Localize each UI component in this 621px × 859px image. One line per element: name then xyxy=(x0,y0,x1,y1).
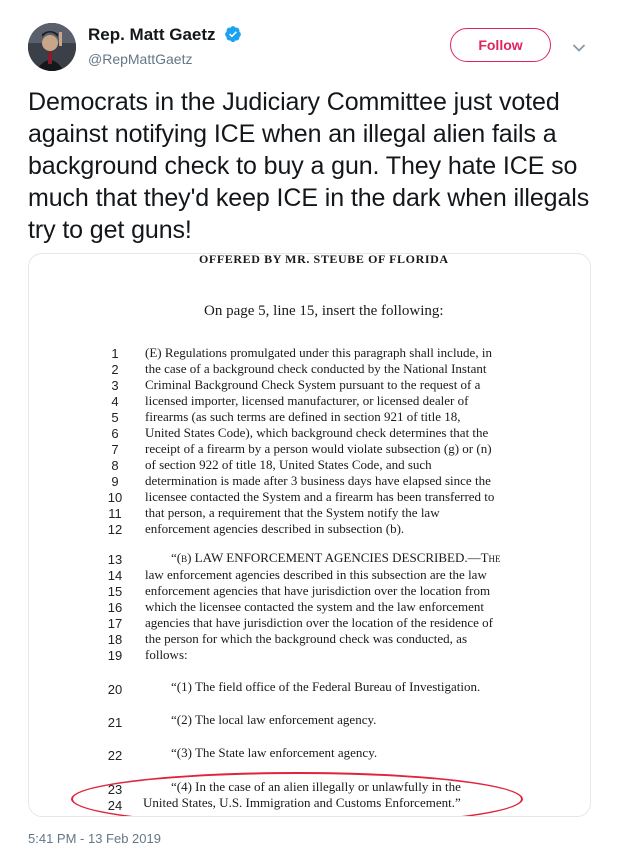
follow-button[interactable]: Follow xyxy=(450,28,551,62)
document-header: OFFERED BY MR. STEUBE OF FLORIDA xyxy=(199,254,449,263)
line-number: 6 xyxy=(111,426,119,441)
document-line: (E) Regulations promulgated under this paragraph shall include, in xyxy=(145,345,492,360)
line-number: 2 xyxy=(111,362,119,377)
avatar[interactable] xyxy=(28,23,76,71)
line-number: 11 xyxy=(108,506,122,521)
document-line: the case of a background check conducted by the National Instant xyxy=(145,361,487,376)
line-number: 23 xyxy=(107,782,123,797)
document-line: Criminal Background Check System pursuant to the request of a xyxy=(145,377,481,392)
line-number: 21 xyxy=(107,715,123,730)
document-line: the person for which the background check was conducted, as xyxy=(145,631,467,646)
document-line: “(1) The field office of the Federal Bureau of Investigation. xyxy=(171,679,481,694)
document-line: “(4) In the case of an alien illegally or unlawfully in the xyxy=(171,779,461,794)
document-line: receipt of a firearm by a person would violate subsection (g) or (n) xyxy=(145,441,492,456)
document-line: licensee contacted the System and a firearm has been transferred to xyxy=(145,489,495,504)
document-line: law enforcement agencies described in this subsection are the law xyxy=(145,567,487,582)
document-line: enforcement agencies described in subsection (b). xyxy=(145,521,405,536)
tweet-text: Democrats in the Judiciary Committee just voted against notifying ICE when an illegal alien fails a background check to buy a gun. They hate ICE so much that they'd keep ICE in the dark when illegals try to get guns! xyxy=(28,88,590,244)
line-number: 8 xyxy=(111,458,119,473)
document-instruction: On page 5, line 15, insert the following: xyxy=(204,303,444,319)
document-line: agencies that have jurisdiction over the location of the residence of xyxy=(145,615,493,630)
author-name-row[interactable] xyxy=(88,25,242,48)
author-display-name[interactable]: Rep. Matt Gaetz xyxy=(88,25,216,44)
line-number: 17 xyxy=(107,616,123,631)
line-number: 22 xyxy=(107,748,123,763)
highlight-oval xyxy=(71,772,523,817)
line-number: 20 xyxy=(107,682,123,697)
document-line: “(2) The local law enforcement agency. xyxy=(171,712,377,727)
line-number: 24 xyxy=(107,798,123,813)
verified-badge-icon xyxy=(224,25,242,48)
line-number: 7 xyxy=(111,442,119,457)
document-line: of section 922 of title 18, United States Code, and such xyxy=(145,457,432,472)
tweet-timestamp[interactable]: 5:41 PM - 13 Feb 2019 xyxy=(28,831,161,846)
line-number: 13 xyxy=(107,552,123,567)
line-number: 5 xyxy=(111,410,119,425)
document-line: “(3) The State law enforcement agency. xyxy=(171,745,378,760)
author-handle[interactable]: @RepMattGaetz xyxy=(88,51,193,67)
line-number: 3 xyxy=(111,378,119,393)
document-line: enforcement agencies that have jurisdiction over the location from xyxy=(145,583,491,598)
line-number: 18 xyxy=(107,632,123,647)
avatar-photo xyxy=(28,23,76,71)
document-line: that person, a requirement that the System notify the law xyxy=(145,505,440,520)
line-number: 1 xyxy=(111,346,119,361)
line-number: 12 xyxy=(107,522,123,537)
document-line: determination is made after 3 business days have elapsed since the xyxy=(145,473,491,488)
document-line: United States, U.S. Immigration and Customs Enforcement.” xyxy=(143,795,461,810)
chevron-down-icon[interactable] xyxy=(572,40,586,58)
document-line: “(b) LAW ENFORCEMENT AGENCIES DESCRIBED.—The xyxy=(171,550,501,565)
line-number: 4 xyxy=(111,394,119,409)
document-line: follows: xyxy=(145,647,188,662)
line-number: 16 xyxy=(107,600,123,615)
line-number: 14 xyxy=(107,568,123,583)
line-number: 9 xyxy=(111,474,119,489)
document-line: firearms (as such terms are defined in section 921 of title 18, xyxy=(145,409,461,424)
document-line: which the licensee contacted the system and the law enforcement xyxy=(145,599,484,614)
line-number: 15 xyxy=(107,584,123,599)
line-number: 10 xyxy=(107,490,123,505)
document-line: United States Code), which background check determines that the xyxy=(145,425,489,440)
document-line: licensed importer, licensed manufacturer, or licensed dealer of xyxy=(145,393,469,408)
line-number: 19 xyxy=(107,648,123,663)
tweet-media-image[interactable] xyxy=(28,253,591,817)
